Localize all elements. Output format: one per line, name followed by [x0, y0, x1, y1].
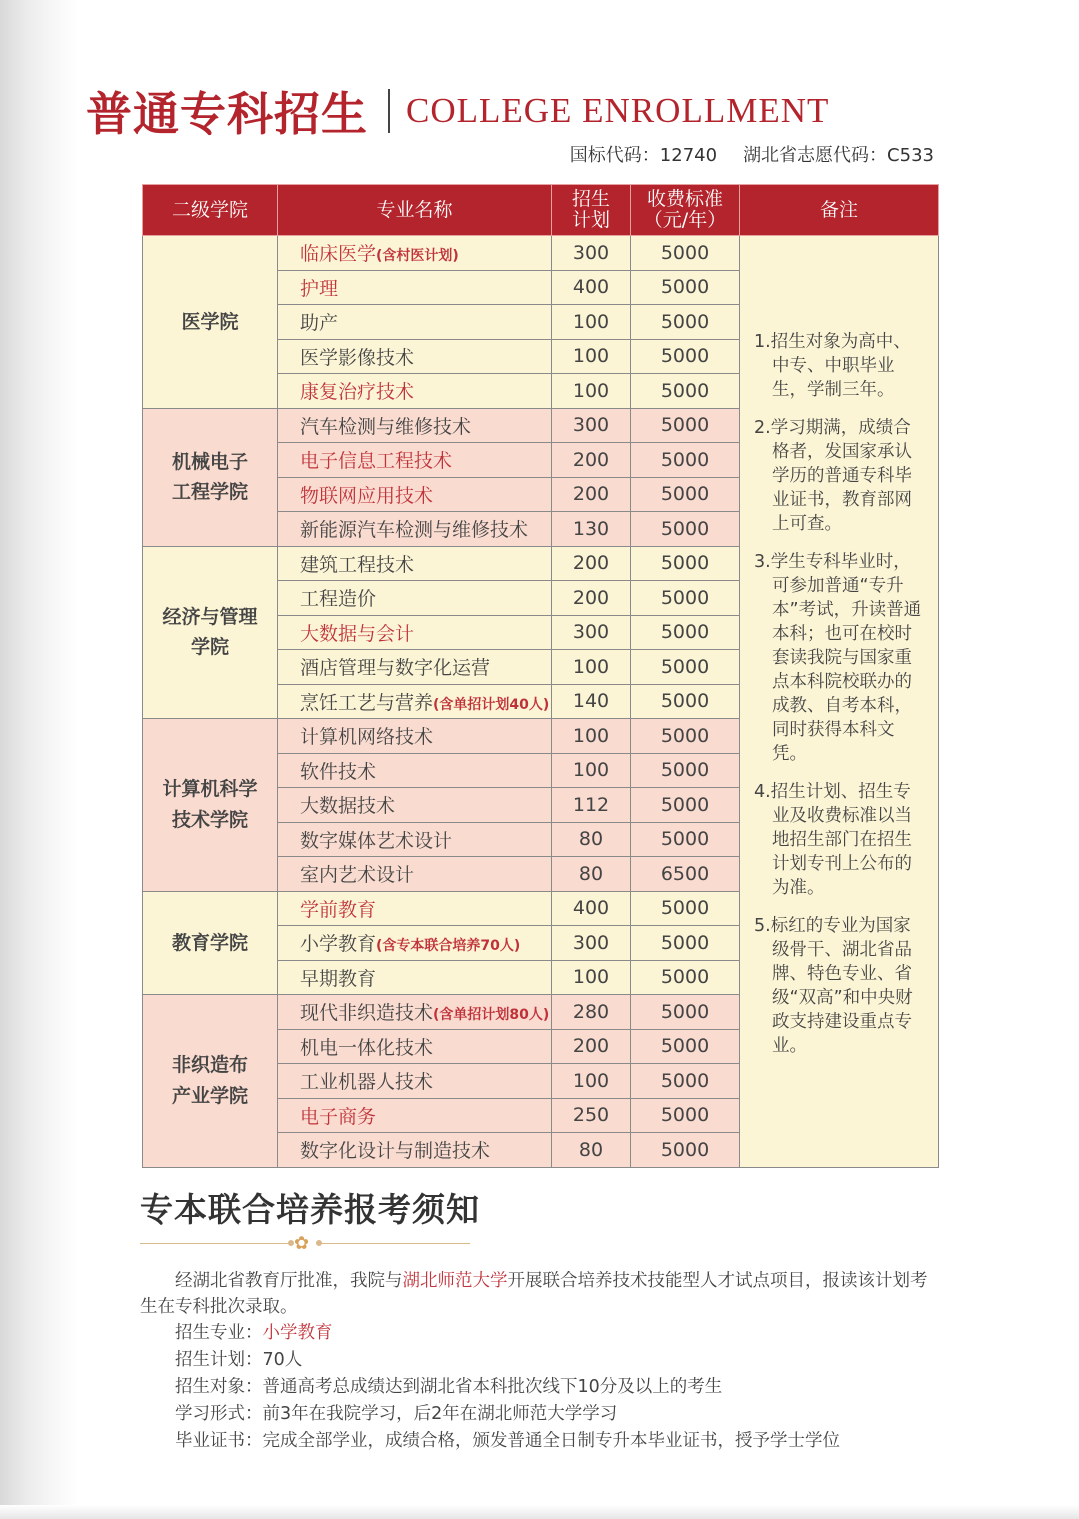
plan-cell: 80: [552, 822, 631, 857]
fee-cell: 5000: [631, 477, 740, 512]
plan-cell: 80: [552, 1133, 631, 1168]
college-cell: 非织造布 产业学院: [143, 995, 278, 1168]
major-cell: [278, 1098, 552, 1133]
fee-cell: 5000: [631, 891, 740, 926]
major-cell: [278, 305, 552, 340]
major-name: 工业机器人技术: [300, 1071, 434, 1094]
major-name: 新能源汽车检测与维修技术: [300, 519, 529, 542]
major-cell: [278, 236, 552, 271]
major-cell: [278, 408, 552, 443]
province-code: 湖北省志愿代码：C533: [743, 145, 934, 166]
fee-cell: 5000: [631, 615, 740, 650]
plan-cell: 300: [552, 615, 631, 650]
major-name: 大数据技术: [300, 795, 396, 818]
major-note: (含村医计划): [376, 248, 459, 265]
fee-cell: 5000: [631, 684, 740, 719]
college-cell: 机械电子 工程学院: [143, 408, 278, 546]
fact-label: 招生计划：: [175, 1350, 263, 1370]
remark-item: 5.标红的专业为国家级骨干、湖北省品牌、特色专业、省级“双高”和中央财政支持建设重点专业。: [754, 916, 913, 1057]
plan-cell: 100: [552, 339, 631, 374]
major-cell: [278, 995, 552, 1030]
major-name: 康复治疗技术: [300, 381, 415, 404]
plan-cell: 80: [552, 857, 631, 892]
fee-cell: 5000: [631, 512, 740, 547]
college-cell: 教育学院: [143, 891, 278, 995]
fee-cell: 5000: [631, 1064, 740, 1099]
plan-cell: 300: [552, 408, 631, 443]
plan-cell: 100: [552, 374, 631, 409]
fee-cell: 5000: [631, 305, 740, 340]
fee-cell: 5000: [631, 960, 740, 995]
major-name: 临床医学: [300, 243, 377, 266]
major-name: 数字媒体艺术设计: [300, 829, 453, 852]
major-cell: [278, 926, 552, 961]
fee-cell: 5000: [631, 1029, 740, 1064]
fact-value: 小学教育: [262, 1323, 333, 1343]
major-cell: [278, 512, 552, 547]
fee-cell: 5000: [631, 1098, 740, 1133]
major-cell: [278, 857, 552, 892]
major-name: 工程造价: [300, 588, 377, 611]
major-name: 汽车检测与维修技术: [300, 415, 472, 438]
major-cell: [278, 581, 552, 616]
table-body: [143, 236, 939, 1168]
plan-cell: 200: [552, 477, 631, 512]
major-name: 电子商务: [300, 1105, 377, 1128]
section-intro: 经湖北省教育厅批准，我院与湖北师范大学开展联合培养技术技能型人才试点项目，报读该计划考生在专科批次录取。: [140, 1271, 928, 1317]
fact-line: [175, 1428, 840, 1455]
fact-value: 完成全部学业，成绩合格，颁发普通全日制专升本毕业证书，授予学士学位: [262, 1431, 840, 1451]
fee-cell: 5000: [631, 270, 740, 305]
major-cell: [278, 719, 552, 754]
major-name: 酒店管理与数字化运营: [300, 657, 491, 680]
major-cell: [278, 546, 552, 581]
title-divider: [388, 89, 390, 133]
major-name: 室内艺术设计: [300, 864, 415, 887]
major-name: 软件技术: [300, 760, 377, 783]
remark-item: 2.学习期满，成绩合格者，发国家承认学历的普通专科毕业证书，教育部网上可查。: [754, 418, 912, 535]
remark-item: 3.学生专科毕业时，可参加普通“专升本”考试，升读普通本科；也可在校时套读我院与国家重点本科院校联办的成教、自考本科，同时获得本科文凭。: [754, 552, 922, 765]
header-college: 二级学院: [143, 185, 278, 236]
page-binding-shadow: [0, 0, 80, 1519]
plan-cell: 100: [552, 719, 631, 754]
fact-label: 学习形式：: [175, 1404, 263, 1424]
major-cell: [278, 477, 552, 512]
major-cell: [278, 615, 552, 650]
plan-cell: 200: [552, 1029, 631, 1064]
table-row: [143, 236, 939, 271]
ornament-divider: [140, 1235, 470, 1253]
plan-cell: 300: [552, 236, 631, 271]
fee-cell: 5000: [631, 650, 740, 685]
partner-university: 湖北师范大学: [402, 1271, 508, 1291]
table-header-row: [143, 185, 939, 236]
fact-line: [175, 1401, 840, 1428]
major-note: (含单招计划40人): [433, 696, 550, 713]
enrollment-table: [142, 184, 939, 1168]
major-note: (含单招计划80人): [433, 1007, 550, 1024]
major-cell: [278, 650, 552, 685]
remark-item: 1.招生对象为高中、中专、中职毕业生，学制三年。: [754, 332, 911, 401]
fee-cell: 5000: [631, 926, 740, 961]
major-cell: [278, 788, 552, 823]
major-cell: [278, 960, 552, 995]
major-name: 早期教育: [300, 967, 377, 990]
major-cell: [278, 1029, 552, 1064]
plan-cell: 100: [552, 1064, 631, 1099]
fact-line: [175, 1320, 840, 1347]
fee-cell: 5000: [631, 339, 740, 374]
fee-cell: 5000: [631, 236, 740, 271]
major-name: 助产: [300, 312, 339, 335]
plan-cell: 100: [552, 650, 631, 685]
page-title-english: COLLEGE ENROLLMENT: [406, 91, 830, 130]
header-plan: 招生 计划: [552, 185, 631, 236]
section-title: 专本联合培养报考须知: [140, 1190, 480, 1229]
header-remarks: 备注: [740, 185, 939, 236]
major-cell: [278, 270, 552, 305]
college-cell: 计算机科学 技术学院: [143, 719, 278, 892]
fee-cell: 5000: [631, 995, 740, 1030]
plan-cell: 112: [552, 788, 631, 823]
header-major: 专业名称: [278, 185, 552, 236]
major-cell: [278, 891, 552, 926]
major-cell: [278, 822, 552, 857]
major-name: 学前教育: [300, 898, 377, 921]
fact-label: 招生专业：: [175, 1323, 263, 1343]
fee-cell: 5000: [631, 822, 740, 857]
major-cell: [278, 443, 552, 478]
major-name: 医学影像技术: [300, 346, 415, 369]
college-cell: 医学院: [143, 236, 278, 409]
fact-line: [175, 1374, 840, 1401]
major-name: 烹饪工艺与营养: [300, 691, 434, 714]
major-name: 电子信息工程技术: [300, 450, 453, 473]
plan-cell: 100: [552, 305, 631, 340]
major-cell: [278, 684, 552, 719]
fee-cell: 5000: [631, 443, 740, 478]
major-name: 护理: [300, 277, 339, 300]
fee-cell: 5000: [631, 753, 740, 788]
national-code: 国标代码：12740: [569, 145, 718, 166]
major-name: 小学教育: [300, 933, 377, 956]
plan-cell: 250: [552, 1098, 631, 1133]
fee-cell: 6500: [631, 857, 740, 892]
major-name: 建筑工程技术: [300, 553, 415, 576]
page-bottom-edge: [0, 1505, 1079, 1519]
major-cell: [278, 753, 552, 788]
plan-cell: 140: [552, 684, 631, 719]
fee-cell: 5000: [631, 788, 740, 823]
college-cell: 经济与管理 学院: [143, 546, 278, 719]
major-cell: [278, 1133, 552, 1168]
fact-value: 普通高考总成绩达到湖北省本科批次线下10分及以上的考生: [262, 1377, 723, 1397]
plan-cell: 200: [552, 443, 631, 478]
major-name: 物联网应用技术: [300, 484, 434, 507]
plan-cell: 100: [552, 753, 631, 788]
fact-label: 毕业证书：: [175, 1431, 263, 1451]
plan-cell: 400: [552, 270, 631, 305]
fee-cell: 5000: [631, 374, 740, 409]
page-header: [86, 78, 830, 141]
major-name: 数字化设计与制造技术: [300, 1140, 491, 1163]
major-cell: [278, 1064, 552, 1099]
plan-cell: 400: [552, 891, 631, 926]
major-note: (含专本联合培养70人): [376, 938, 521, 955]
plan-cell: 130: [552, 512, 631, 547]
school-codes: [544, 141, 934, 167]
major-name: 大数据与会计: [300, 622, 415, 645]
plan-cell: 100: [552, 960, 631, 995]
fact-line: [175, 1347, 840, 1374]
fee-cell: 5000: [631, 408, 740, 443]
remark-item: 4.招生计划、招生专业及收费标准以当地招生部门在招生计划专刊上公布的为准。: [754, 782, 912, 899]
fee-cell: 5000: [631, 546, 740, 581]
fee-cell: 5000: [631, 1133, 740, 1168]
fact-value: 70人: [262, 1350, 303, 1370]
plan-cell: 200: [552, 546, 631, 581]
fee-cell: 5000: [631, 719, 740, 754]
remarks-cell: [740, 236, 939, 1168]
enrollment-facts: [175, 1320, 840, 1455]
major-cell: [278, 339, 552, 374]
plan-cell: 300: [552, 926, 631, 961]
major-name: 机电一体化技术: [300, 1036, 434, 1059]
header-fee: 收费标准 （元/年）: [631, 185, 740, 236]
major-name: 计算机网络技术: [300, 726, 434, 749]
fee-cell: 5000: [631, 581, 740, 616]
fact-label: 招生对象：: [175, 1377, 263, 1397]
fact-value: 前3年在我院学习，后2年在湖北师范大学学习: [262, 1404, 618, 1424]
major-cell: [278, 374, 552, 409]
page-title: 普通专科招生: [86, 87, 368, 141]
flower-icon: ✿: [294, 1233, 310, 1254]
plan-cell: 200: [552, 581, 631, 616]
plan-cell: 280: [552, 995, 631, 1030]
major-name: 现代非织造技术: [300, 1002, 434, 1025]
